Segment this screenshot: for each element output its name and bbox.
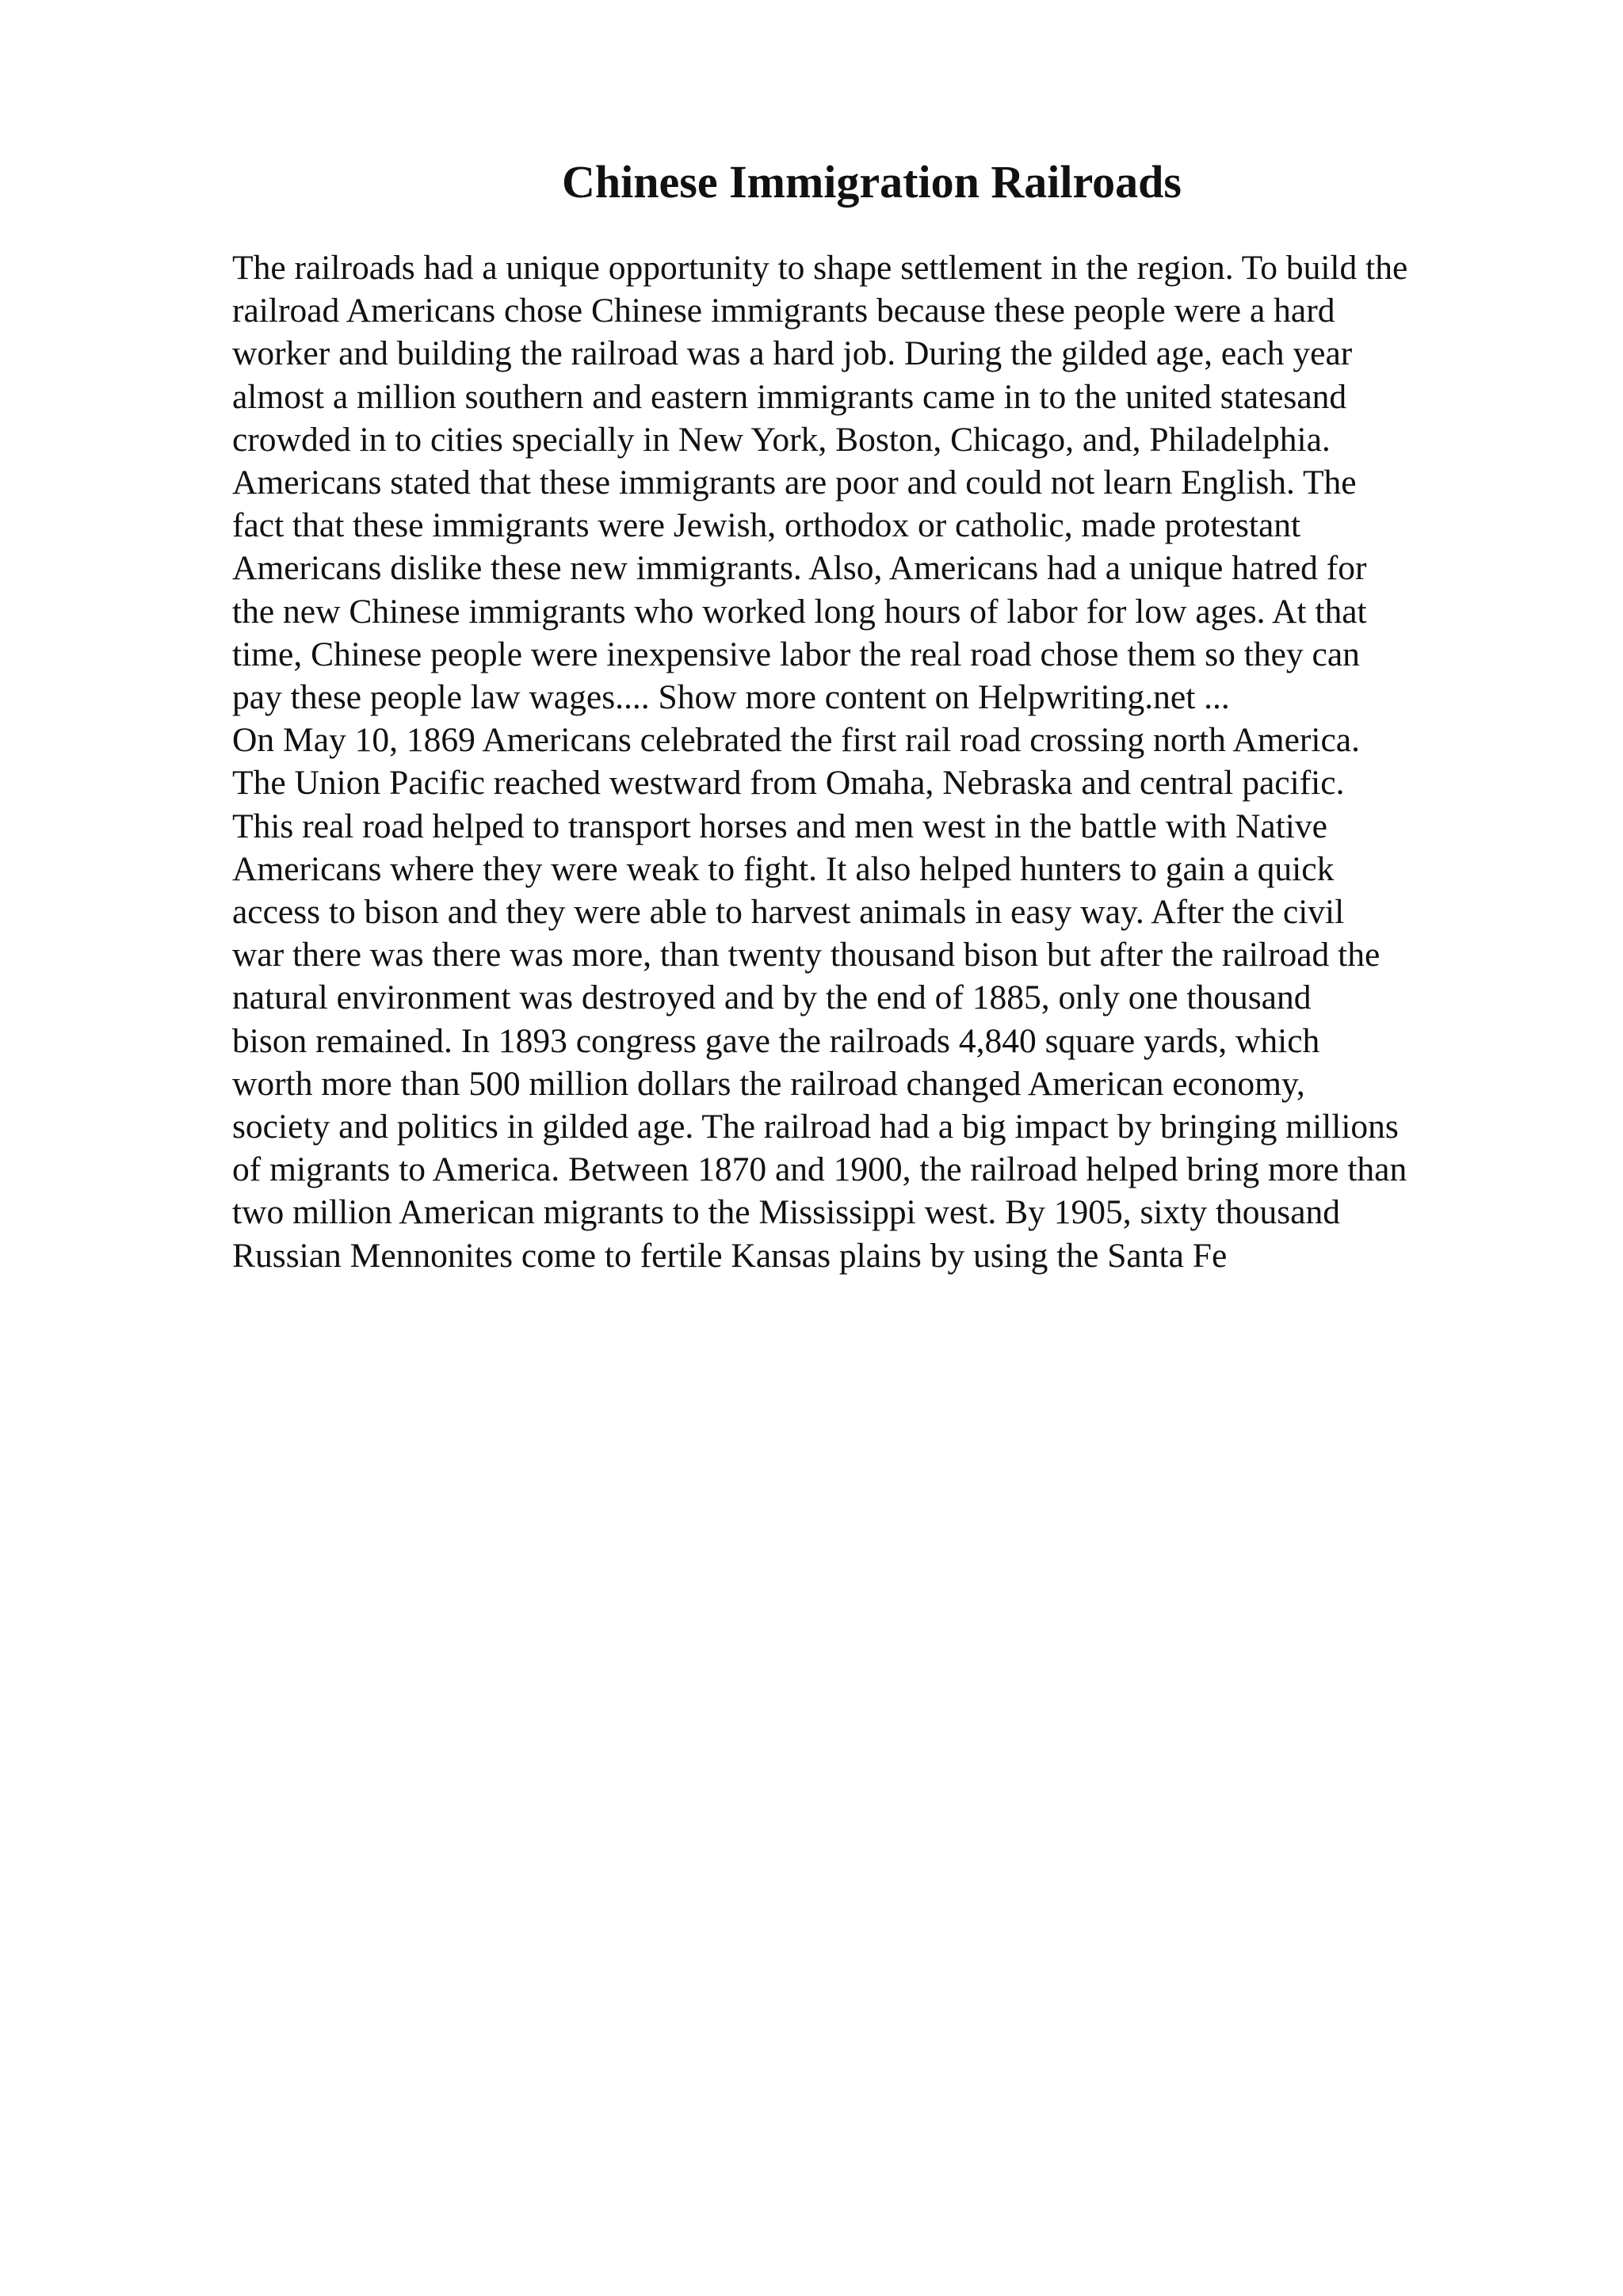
text-line: This real road helped to transport horses and men west in the battle with Native bbox=[232, 807, 1327, 845]
text-line: war there was there was more, than twenty thousand bison but after the railroad the bbox=[232, 936, 1381, 974]
text-line: Americans stated that these immigrants are poor and could not learn English. The bbox=[232, 463, 1357, 502]
document-title: Chinese Immigration Railroads bbox=[562, 156, 1182, 208]
text-line: of migrants to America. Between 1870 and 1900, the railroad helped bring more than bbox=[232, 1150, 1407, 1189]
text-line: The railroads had a unique opportunity to shape settlement in the region. To build the bbox=[232, 249, 1408, 287]
text-line: society and politics in gilded age. The railroad had a big impact by bringing millions bbox=[232, 1108, 1399, 1146]
text-line: Americans where they were weak to fight. It also helped hunters to gain a quick bbox=[232, 849, 1335, 888]
text-line: Russian Mennonites come to fertile Kansas plains by using the Santa Fe bbox=[232, 1236, 1228, 1275]
text-line: time, Chinese people were inexpensive labor the real road chose them so they can bbox=[232, 635, 1360, 673]
text-line: On May 10, 1869 Americans celebrated the first rail road crossing north America. bbox=[232, 721, 1360, 760]
text-line: natural environment was destroyed and by the end of 1885, only one thousand bbox=[232, 978, 1312, 1017]
text-line: two million American migrants to the Mississippi west. By 1905, sixty thousand bbox=[232, 1193, 1341, 1232]
text-line: worth more than 500 million dollars the railroad changed American economy, bbox=[232, 1064, 1305, 1103]
text-line: crowded in to cities specially in New York, Boston, Chicago, and, Philadelphia. bbox=[232, 420, 1331, 459]
text-line: The Union Pacific reached westward from Omaha, Nebraska and central pacific. bbox=[232, 764, 1345, 803]
text-line: Americans dislike these new immigrants. Also, Americans had a unique hatred for bbox=[232, 549, 1367, 588]
text-line: fact that these immigrants were Jewish, orthodox or catholic, made protestant bbox=[232, 506, 1301, 545]
text-line: the new Chinese immigrants who worked long hours of labor for low ages. At that bbox=[232, 592, 1367, 631]
text-line: pay these people law wages.... Show more content on Helpwriting.net ... bbox=[232, 678, 1230, 717]
text-line: bison remained. In 1893 congress gave the railroads 4,840 square yards, which bbox=[232, 1021, 1320, 1060]
document-body bbox=[232, 246, 1516, 1277]
text-line: almost a million southern and eastern immigrants came in to the united statesand bbox=[232, 377, 1347, 416]
text-line: worker and building the railroad was a hard job. During the gilded age, each year bbox=[232, 334, 1353, 373]
text-line: railroad Americans chose Chinese immigrants because these people were a hard bbox=[232, 292, 1335, 330]
text-line: access to bison and they were able to harvest animals in easy way. After the civil bbox=[232, 893, 1345, 932]
